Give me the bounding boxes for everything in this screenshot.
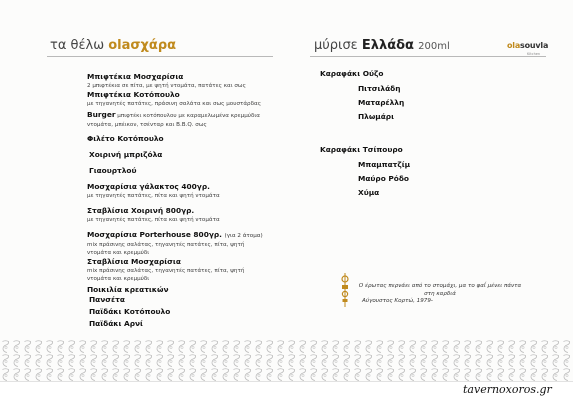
menu-item: Burger μπιφτέκι κοτόπουλου με καραμελωμένα κρεμμύδια ντομάτα, μπέικον, τσένταρ και B.B.Q. σως — [87, 110, 260, 128]
list-item: Πιτσιλάδη — [358, 84, 401, 93]
menu-item: Φιλέτο Κοτόπουλο — [87, 134, 164, 143]
title-prefix: τα θέλω — [50, 38, 105, 53]
menu-item: Ποικιλία κρεατικών — [87, 285, 169, 294]
title-volume: 200ml — [418, 41, 450, 52]
tsipouro-heading: Καραφάκι Τσίπουρο — [320, 145, 403, 154]
title-bold: Ελλάδα — [361, 38, 414, 53]
menu-item: Σταβλίσια Χοιρινή 800γρ. με τηγανητές πατάτες, πίτα και ψητή ντομάτα — [87, 206, 220, 223]
tsipouro-list — [320, 143, 410, 200]
quote-text: Ο έρωτας περνάει από το στομάχι, μα το φαΐ μένει πάντα στη καρδιά — [358, 283, 522, 297]
list-item: Μαύρο Ρόδο — [358, 174, 410, 183]
list-item: Πλωμάρι — [358, 112, 394, 121]
menu-item: Χοιρινή μπριζόλα — [89, 150, 163, 159]
menu-item: Παϊδάκι Αρνί — [89, 319, 143, 328]
title-rule-left — [47, 56, 273, 57]
list-item: Ματαρέλλη — [358, 98, 405, 107]
brand-logo — [507, 38, 547, 60]
section-title-grill — [50, 38, 176, 53]
list-item: Μπαμπατζίμ — [358, 160, 411, 169]
decorative-pattern-band — [0, 340, 573, 382]
menu-item: Μπιφτέκια Μοσχαρίσια 2 μπιφτέκια σε πίτα, με ψητή ντομάτα, πατάτες και σως — [87, 72, 246, 89]
ouzo-list — [320, 67, 404, 124]
quote-author: Αύγουστος Κορτώ, 1979- — [362, 298, 433, 304]
section-title-drinks — [314, 38, 450, 53]
menu-item: Γιαουρτλού — [89, 166, 137, 175]
menu-item: Μοσχαρίσια Porterhouse 800γρ. (για 2 άτομα) mix πράσινης σαλάτας, τηγανητές πατάτες, πίτα, ψητή ντομάτα και κρεμμύδι — [87, 230, 263, 256]
logo-wordmark: olasouvla — [507, 41, 549, 50]
menu-item: Σταβλίσια Μοσχαρίσια mix πράσινης σαλάτας, τηγανητές πατάτες, πίτα, ψητή ντομάτα και κρεμμύδι — [87, 257, 245, 282]
ouzo-heading: Καραφάκι Ούζο — [320, 69, 384, 78]
menu-item: Μοσχαρίσια γάλακτος 400γρ. με τηγανητές πατάτες, πίτα και ψητή ντομάτα — [87, 182, 220, 199]
menu-item: Πανσέτα — [89, 295, 125, 304]
menu-item: Παϊδάκι Κοτόπουλο — [89, 307, 171, 316]
grill-menu-list — [87, 72, 297, 329]
site-watermark: tavernoxoros.gr — [463, 383, 552, 396]
title-brand: olaσχάρα — [108, 38, 177, 53]
logo-subtitle: Kitchen — [527, 52, 541, 56]
list-item: Χύμα — [358, 188, 380, 197]
title-prefix: μύρισε — [314, 38, 358, 53]
quote-block — [354, 283, 526, 306]
menu-item: Μπιφτέκια Κοτόπουλο με τηγανητές πατάτες, πράσινη σαλάτα και σως μουστάρδας — [87, 90, 261, 107]
skewer-icon — [339, 273, 351, 307]
